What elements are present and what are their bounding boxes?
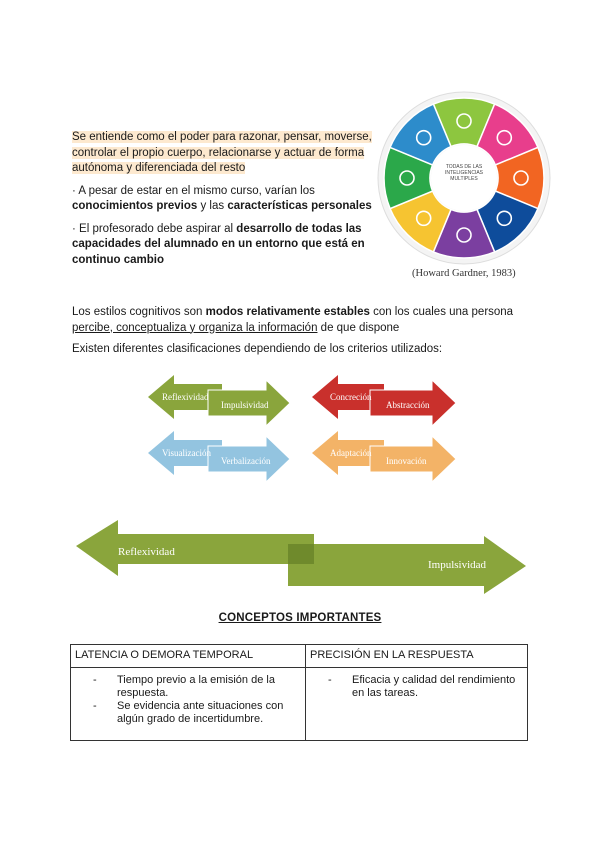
intro-point-1: · A pesar de estar en el mismo curso, varían los conocimientos previos y las características personales	[72, 184, 372, 212]
table-header-row	[71, 645, 528, 668]
big-arrow-diagram	[74, 516, 530, 596]
label-innovacion: Innovación	[386, 456, 427, 466]
wheel-caption: (Howard Gardner, 1983)	[412, 268, 516, 279]
big-arrow-reflexividad	[76, 520, 314, 576]
styles-definition: Los estilos cognitivos son modos relativamente estables con los cuales una persona percibe, conceptualiza y organiza la información de que dispone	[72, 306, 514, 334]
big-arrow-impulsividad	[288, 536, 526, 594]
intelligences-wheel	[374, 88, 554, 268]
label-impulsividad: Impulsividad	[221, 400, 269, 410]
wheel-center-text: TODAS DE LAS INTELIGENCIAS MULTIPLES	[444, 164, 484, 182]
table-row	[71, 668, 528, 741]
col1-header: LATENCIA O DEMORA TEMPORAL	[71, 645, 306, 668]
label-concrecion: Concreción	[330, 392, 372, 402]
label-visualizacion: Visualización	[162, 448, 211, 458]
list-item: - Se evidencia ante situaciones con algún grado de incertidumbre.	[93, 700, 301, 726]
big-label-reflexividad: Reflexividad	[118, 546, 175, 558]
col2-header: PRECISIÓN EN LA RESPUESTA	[306, 645, 528, 668]
intro-point-2: · El profesorado debe aspirar al desarrollo de todas las capacidades del alumnado en un entorno que está en continuo cambio	[72, 222, 365, 266]
list-item: - Eficacia y calidad del rendimiento en las tareas.	[328, 674, 523, 700]
label-adaptacion: Adaptación	[330, 448, 372, 458]
label-reflexividad: Reflexividad	[162, 392, 209, 402]
concepts-heading: CONCEPTOS IMPORTANTES	[218, 612, 382, 624]
big-label-impulsividad: Impulsividad	[428, 559, 487, 571]
style-arrows-diagram	[140, 370, 470, 482]
big-arrow-fold	[288, 544, 314, 564]
intro-text	[72, 130, 372, 268]
intro-definition: Se entiende como el poder para razonar, pensar, moverse, controlar el propio cuerpo, relacionarse y actuar de forma autónoma y diferenciada del resto	[72, 131, 372, 174]
label-verbalizacion: Verbalización	[221, 456, 271, 466]
col1-cell	[71, 668, 306, 741]
list-item: - Tiempo previo a la emisión de la respuesta.	[93, 674, 301, 700]
label-abstraccion: Abstracción	[386, 400, 430, 410]
concepts-table	[70, 644, 528, 741]
styles-text	[72, 305, 542, 358]
styles-classification: Existen diferentes clasificaciones dependiendo de los criterios utilizados:	[72, 343, 443, 355]
col2-cell	[306, 668, 528, 741]
